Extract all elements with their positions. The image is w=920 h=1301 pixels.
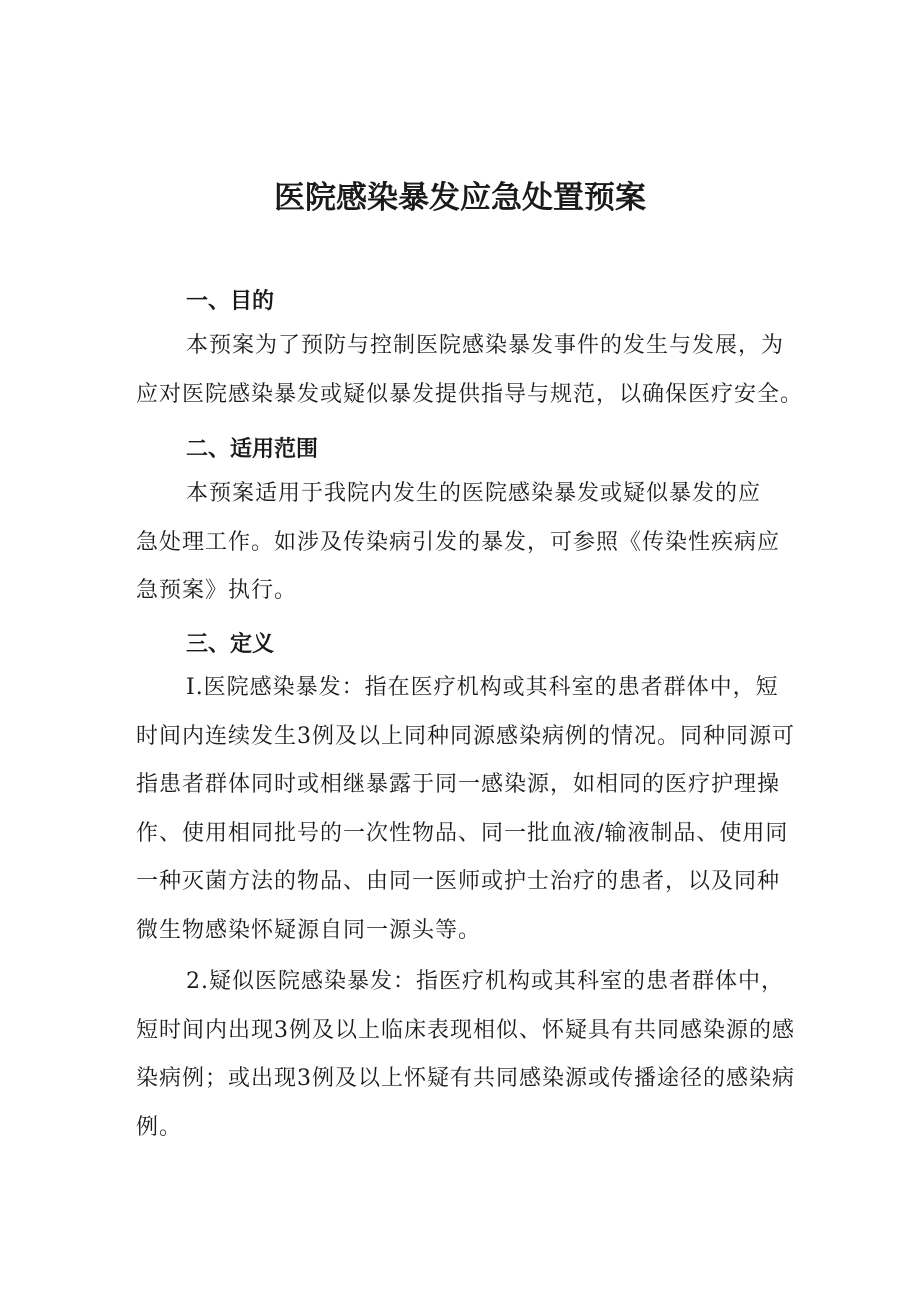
paragraph-line: 应对医院感染暴发或疑似暴发提供指导与规范，以确保医疗安全。 [136, 381, 804, 407]
paragraph-definition-outbreak [136, 664, 796, 955]
paragraph-line: 时间内连续发生3例及以上同种同源感染病例的情况。同种同源可 [136, 723, 795, 749]
section-heading-scope: 二、适用范围 [186, 437, 319, 462]
paragraph-definition-suspected [136, 958, 796, 1152]
paragraph-line: 本预案为了预防与控制医院感染暴发事件的发生与发展，为 [186, 333, 785, 358]
section-heading-definitions: 三、定义 [186, 632, 275, 657]
paragraph-purpose [136, 322, 804, 419]
paragraph-line: 染病例；或出现3例及以上怀疑有共同感染源或传播途径的感染病 [136, 1066, 795, 1091]
paragraph-scope [136, 470, 796, 616]
paragraph-line: 作、使用相同批号的一次性物品、同一批血液/输液制品、使用同 [136, 820, 789, 846]
paragraph-line: 指患者群体同时或相继暴露于同一感染源，如相同的医疗护理操 [136, 772, 781, 797]
paragraph-line: 本预案适用于我院内发生的医院感染暴发或疑似暴发的应 [186, 481, 762, 506]
paragraph-line: 微生物感染怀疑源自同一源头等。 [136, 917, 482, 943]
document-title: 医院感染暴发应急处置预案 [274, 180, 646, 216]
paragraph-line: 急处理工作。如涉及传染病引发的暴发，可参照《传染性疾病应 [136, 529, 781, 555]
paragraph-line: 例。 [136, 1114, 183, 1140]
paragraph-line: 短时间内出现3例及以上临床表现相似、怀疑具有共同感染源的感 [136, 1017, 795, 1043]
paragraph-line: 2.疑似医院感染暴发：指医疗机构或其科室的患者群体中， [186, 969, 784, 994]
section-heading-purpose: 一、目的 [186, 289, 275, 314]
paragraph-line: 急预案》执行。 [136, 578, 298, 603]
paragraph-line: 一种灭菌方法的物品、由同一医师或护士治疗的患者，以及同种 [136, 869, 781, 894]
paragraph-line: I.医院感染暴发：指在医疗机构或其科室的患者群体中，短 [186, 675, 779, 700]
